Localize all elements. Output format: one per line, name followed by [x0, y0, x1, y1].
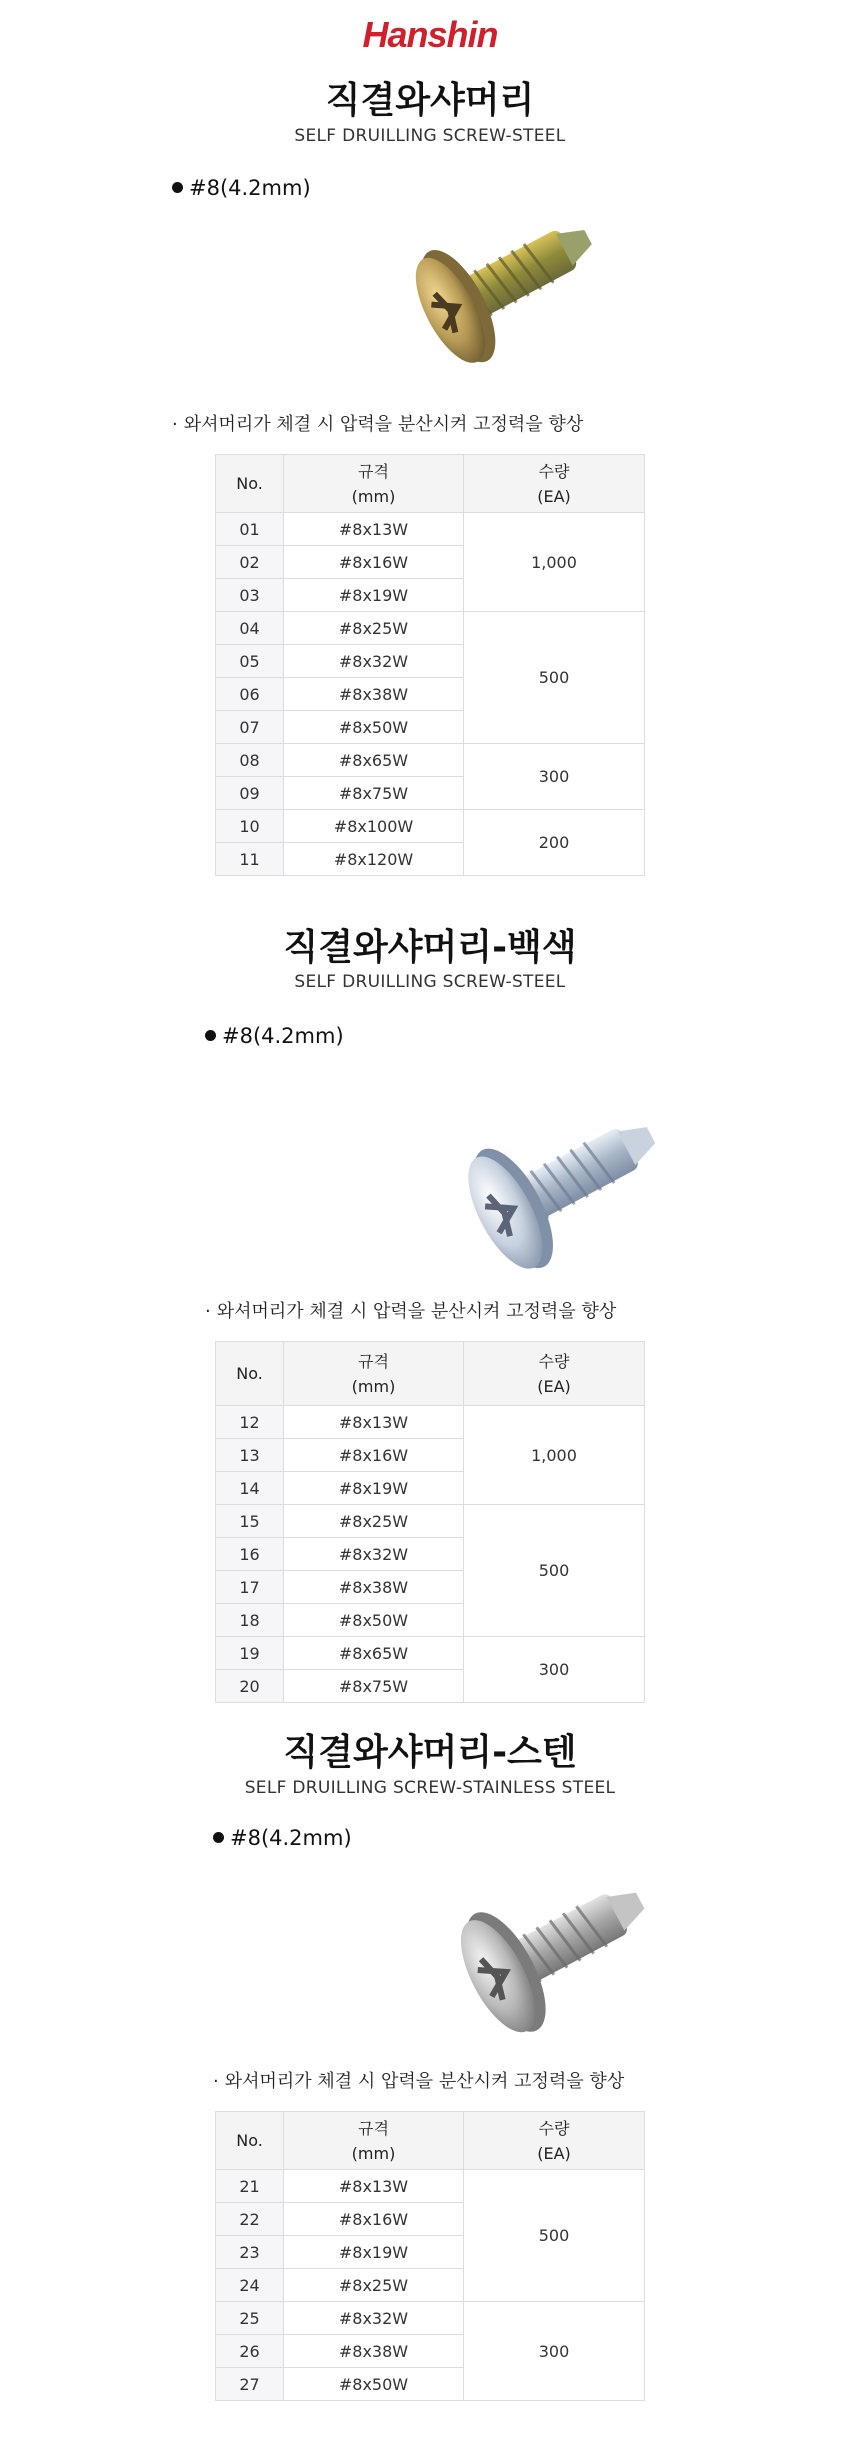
feature-description	[172, 410, 583, 436]
cell-no: 11	[216, 843, 284, 876]
col-header-no: No.	[216, 2112, 284, 2170]
cell-quantity: 500	[464, 1505, 645, 1637]
feature-description	[205, 1297, 616, 1323]
feature-text: 와셔머리가 체결 시 압력을 분산시켜 고정력을 향상	[216, 1301, 617, 1322]
spec-table-body	[216, 2170, 645, 2401]
col-header-qty-unit: (EA)	[537, 1376, 571, 1396]
spec-table	[215, 454, 645, 876]
cell-size: #8x50W	[284, 711, 464, 744]
cell-size: #8x120W	[284, 843, 464, 876]
cell-size: #8x13W	[284, 2170, 464, 2203]
cell-size: #8x32W	[284, 2302, 464, 2335]
col-header-size	[284, 455, 464, 513]
cell-size: #8x38W	[284, 678, 464, 711]
table-row	[216, 1505, 645, 1538]
cell-no: 27	[216, 2368, 284, 2401]
bullet-dot-icon	[213, 1832, 224, 1843]
spec-table-body	[216, 513, 645, 876]
cell-no: 12	[216, 1406, 284, 1439]
cell-no: 17	[216, 1571, 284, 1604]
cell-no: 22	[216, 2203, 284, 2236]
cell-quantity: 500	[464, 612, 645, 744]
col-header-size-label: 규격	[358, 1351, 389, 1371]
bullet-dot-icon	[205, 1030, 216, 1041]
cell-no: 08	[216, 744, 284, 777]
cell-size: #8x65W	[284, 1637, 464, 1670]
col-header-size	[284, 2112, 464, 2170]
cell-size: #8x19W	[284, 1472, 464, 1505]
cell-size: #8x13W	[284, 1406, 464, 1439]
cell-no: 23	[216, 2236, 284, 2269]
cell-no: 25	[216, 2302, 284, 2335]
spec-text: #8(4.2mm)	[189, 176, 311, 200]
cell-size: #8x25W	[284, 1505, 464, 1538]
cell-size: #8x25W	[284, 612, 464, 645]
bullet-icon: ·	[213, 2071, 219, 2092]
cell-size: #8x19W	[284, 2236, 464, 2269]
spec-label	[172, 176, 311, 200]
cell-size: #8x38W	[284, 1571, 464, 1604]
cell-quantity: 300	[464, 744, 645, 810]
cell-no: 20	[216, 1670, 284, 1703]
cell-no: 02	[216, 546, 284, 579]
section-title: 직결와샤머리-백색	[283, 927, 577, 968]
cell-no: 05	[216, 645, 284, 678]
section-title: 직결와샤머리-스텐	[283, 1732, 577, 1773]
table-row	[216, 810, 645, 843]
cell-quantity: 1,000	[464, 1406, 645, 1505]
col-header-qty-unit: (EA)	[537, 2143, 571, 2163]
cell-no: 24	[216, 2269, 284, 2302]
table-row	[216, 2170, 645, 2203]
screw-image-yellow	[380, 195, 610, 385]
bullet-icon: ·	[172, 414, 178, 435]
cell-size: #8x75W	[284, 1670, 464, 1703]
cell-no: 15	[216, 1505, 284, 1538]
table-row	[216, 744, 645, 777]
feature-description	[213, 2067, 624, 2093]
cell-quantity: 300	[464, 1637, 645, 1703]
cell-size: #8x75W	[284, 777, 464, 810]
col-header-qty-label: 수량	[538, 461, 570, 481]
col-header-size	[284, 1342, 464, 1406]
cell-no: 18	[216, 1604, 284, 1637]
col-header-qty	[464, 1342, 645, 1406]
section-subtitle: SELF DRUILLING SCREW-STEEL	[294, 126, 566, 146]
cell-quantity: 200	[464, 810, 645, 876]
cell-quantity: 300	[464, 2302, 645, 2401]
table-row	[216, 1406, 645, 1439]
cell-quantity: 500	[464, 2170, 645, 2302]
section-subtitle: SELF DRUILLING SCREW-STEEL	[294, 972, 566, 992]
cell-size: #8x16W	[284, 1439, 464, 1472]
table-row	[216, 513, 645, 546]
spec-table-body	[216, 1406, 645, 1703]
cell-size: #8x25W	[284, 2269, 464, 2302]
cell-size: #8x100W	[284, 810, 464, 843]
col-header-no: No.	[216, 1342, 284, 1406]
feature-text: 와셔머리가 체결 시 압력을 분산시켜 고정력을 향상	[183, 414, 584, 435]
brand-logo: Hanshin	[362, 14, 498, 55]
col-header-qty	[464, 455, 645, 513]
cell-size: #8x32W	[284, 1538, 464, 1571]
cell-no: 06	[216, 678, 284, 711]
cell-no: 14	[216, 1472, 284, 1505]
col-header-size-unit: (mm)	[351, 2143, 396, 2163]
spec-table	[215, 1341, 645, 1703]
screw-image-white	[425, 1090, 675, 1290]
col-header-size-unit: (mm)	[351, 486, 396, 506]
bullet-icon: ·	[205, 1301, 211, 1322]
cell-size: #8x13W	[284, 513, 464, 546]
screw-image-stainless	[420, 1855, 660, 2055]
col-header-size-label: 규격	[358, 461, 389, 481]
feature-text: 와셔머리가 체결 시 압력을 분산시켜 고정력을 향상	[224, 2071, 625, 2092]
spec-text: #8(4.2mm)	[230, 1826, 352, 1850]
cell-no: 16	[216, 1538, 284, 1571]
table-row	[216, 612, 645, 645]
cell-no: 07	[216, 711, 284, 744]
table-row	[216, 2302, 645, 2335]
col-header-no: No.	[216, 455, 284, 513]
col-header-qty-label: 수량	[538, 1351, 570, 1371]
bullet-dot-icon	[172, 182, 183, 193]
cell-no: 13	[216, 1439, 284, 1472]
cell-size: #8x38W	[284, 2335, 464, 2368]
section-subtitle: SELF DRUILLING SCREW-STAINLESS STEEL	[244, 1778, 616, 1798]
section-title: 직결와샤머리	[325, 80, 535, 121]
cell-quantity: 1,000	[464, 513, 645, 612]
col-header-qty-label: 수량	[538, 2118, 570, 2138]
spec-label	[205, 1024, 344, 1048]
col-header-size-label: 규격	[358, 2118, 389, 2138]
cell-no: 09	[216, 777, 284, 810]
col-header-qty	[464, 2112, 645, 2170]
cell-no: 21	[216, 2170, 284, 2203]
cell-size: #8x50W	[284, 1604, 464, 1637]
cell-size: #8x32W	[284, 645, 464, 678]
cell-no: 01	[216, 513, 284, 546]
col-header-qty-unit: (EA)	[537, 486, 571, 506]
cell-no: 10	[216, 810, 284, 843]
cell-size: #8x16W	[284, 546, 464, 579]
cell-size: #8x65W	[284, 744, 464, 777]
col-header-size-unit: (mm)	[351, 1376, 396, 1396]
table-row	[216, 1637, 645, 1670]
cell-no: 26	[216, 2335, 284, 2368]
spec-label	[213, 1826, 352, 1850]
cell-no: 03	[216, 579, 284, 612]
cell-no: 19	[216, 1637, 284, 1670]
cell-size: #8x50W	[284, 2368, 464, 2401]
spec-text: #8(4.2mm)	[222, 1024, 344, 1048]
cell-no: 04	[216, 612, 284, 645]
cell-size: #8x19W	[284, 579, 464, 612]
spec-table	[215, 2111, 645, 2401]
cell-size: #8x16W	[284, 2203, 464, 2236]
